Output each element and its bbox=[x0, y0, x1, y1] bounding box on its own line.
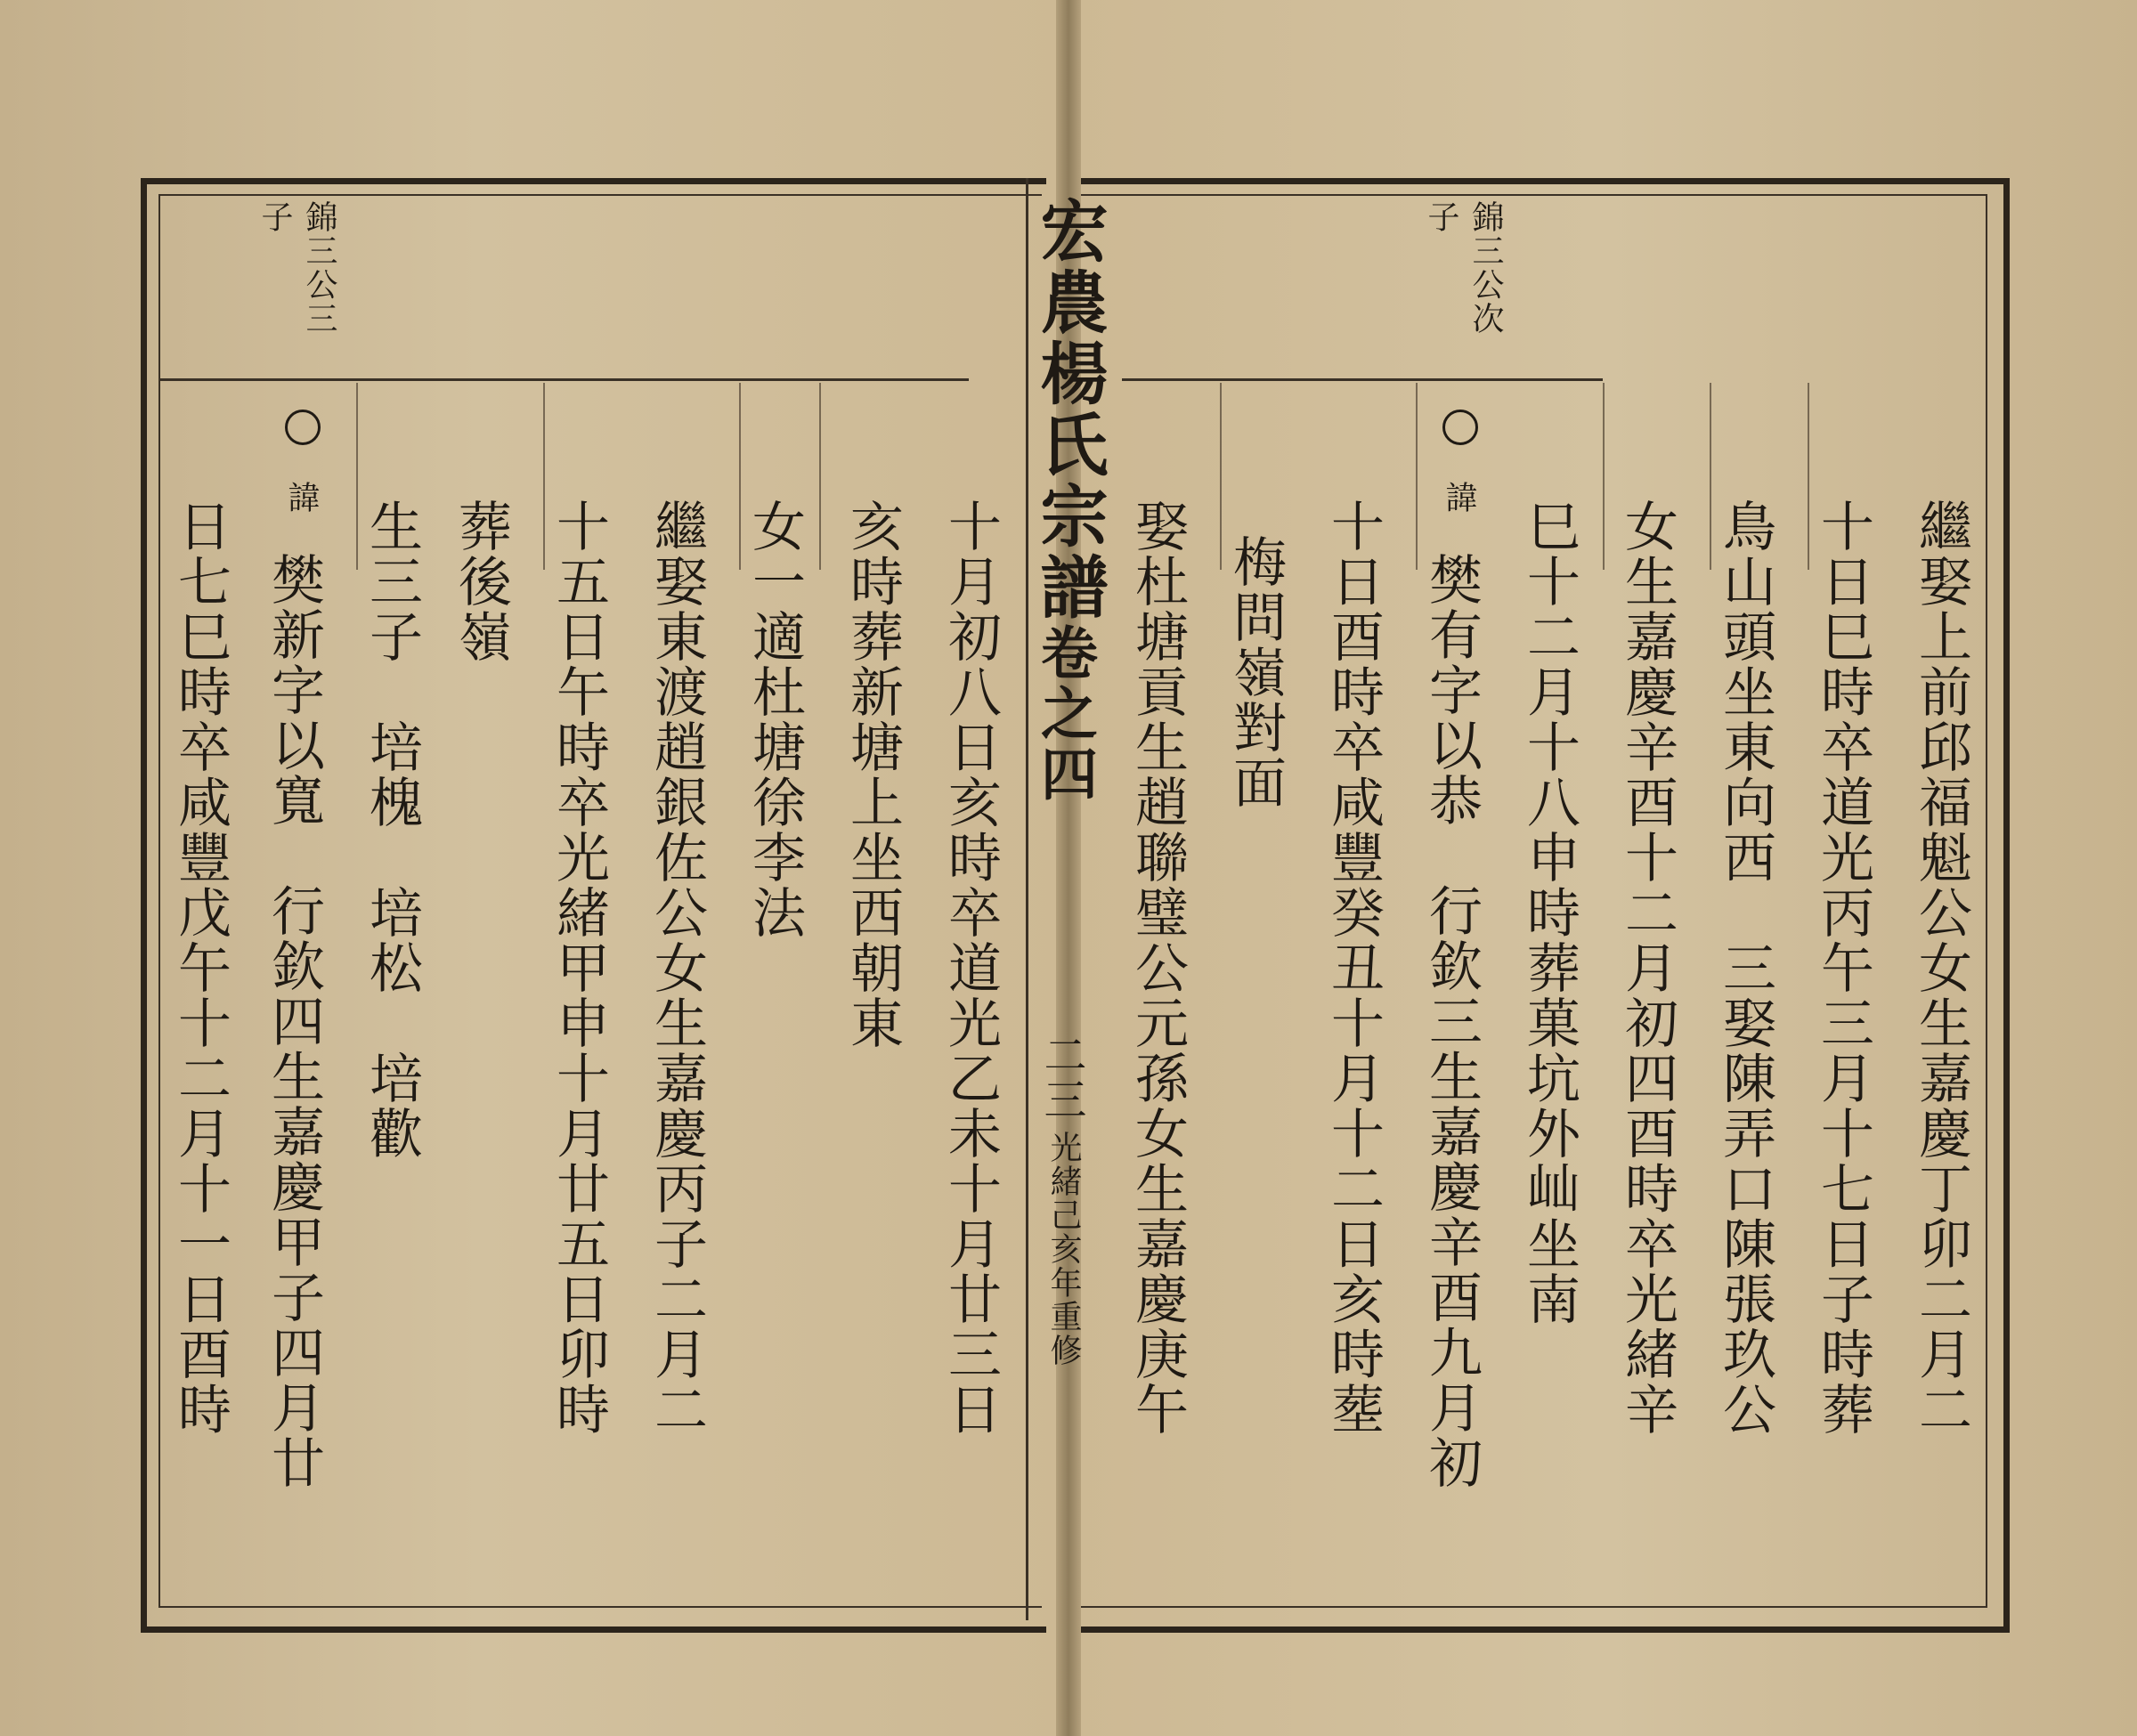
right-heading-line: 子 bbox=[1423, 200, 1459, 234]
page-number: 二三 bbox=[1036, 1033, 1086, 1122]
right-header-rule bbox=[1122, 378, 1603, 381]
text-column: 娶杜塘貢生趙聯璧公元孫女生嘉慶庚午 bbox=[1126, 499, 1189, 1437]
text-column: 繼娶上前邱福魁公女生嘉慶丁卯二月二 bbox=[1910, 499, 1972, 1437]
column-guide bbox=[819, 383, 821, 570]
center-title-rule bbox=[1026, 178, 1028, 1620]
text-column: 葬後嶺 bbox=[450, 499, 512, 664]
text-column: 女生嘉慶辛酉十二月初四酉時卒光緒辛 bbox=[1616, 499, 1678, 1437]
column-guide bbox=[1603, 383, 1605, 570]
column-guide bbox=[1710, 383, 1711, 570]
left-heading-line: 錦三公三 bbox=[301, 200, 337, 336]
left-header-rule bbox=[158, 378, 969, 381]
text-column: 亥時葬新塘上坐西朝東 bbox=[841, 499, 904, 1051]
text-column: 十月初八日亥時卒道光乙未十月廿三日 bbox=[939, 499, 1002, 1437]
column-guide bbox=[1220, 383, 1222, 570]
text-column: 女一適杜塘徐李法 bbox=[743, 499, 806, 940]
column-guide bbox=[739, 383, 741, 570]
text-column: 鳥山頭坐東向西 三娶陳弄口陳張玖公 bbox=[1714, 499, 1776, 1437]
text-column: 樊新字以寬 行欽四生嘉慶甲子四月廿 bbox=[263, 552, 325, 1490]
volume-label: 卷之四 bbox=[1031, 623, 1098, 805]
left-entry-label: 諱 bbox=[283, 481, 320, 515]
text-column: 十日酉時卒咸豐癸丑十月十二日亥時塟 bbox=[1322, 499, 1385, 1437]
column-guide bbox=[1808, 383, 1809, 570]
genealogy-title: 宏農楊氏宗譜 bbox=[1029, 196, 1109, 623]
right-heading-line: 錦三公次 bbox=[1467, 200, 1504, 336]
text-column: 日七巳時卒咸豐戊午十二月十一日酉時 bbox=[169, 499, 232, 1437]
text-column: 梅問嶺對面 bbox=[1224, 534, 1287, 810]
entry-circle-marker bbox=[1442, 410, 1478, 445]
entry-circle-marker bbox=[285, 410, 321, 445]
text-column: 巳十二月十八申時葬菓坑外屾坐南 bbox=[1518, 499, 1580, 1326]
left-heading-line: 子 bbox=[256, 200, 293, 234]
column-guide bbox=[356, 383, 358, 570]
text-column: 生三子 培槐 培松 培歡 bbox=[361, 499, 423, 1161]
column-guide bbox=[1416, 383, 1418, 570]
column-guide bbox=[543, 383, 545, 570]
edition-note: 光緒己亥年重修 bbox=[1045, 1131, 1082, 1367]
text-column: 樊有字以恭 行欽三生嘉慶辛酉九月初 bbox=[1420, 552, 1483, 1490]
text-column: 十日巳時卒道光丙午三月十七日子時葬 bbox=[1812, 499, 1874, 1437]
text-column: 十五日午時卒光緒甲申十月廿五日卯時 bbox=[548, 499, 610, 1437]
right-entry-label: 諱 bbox=[1441, 481, 1477, 515]
text-column: 繼娶東渡趙銀佐公女生嘉慶丙子二月二 bbox=[646, 499, 708, 1437]
